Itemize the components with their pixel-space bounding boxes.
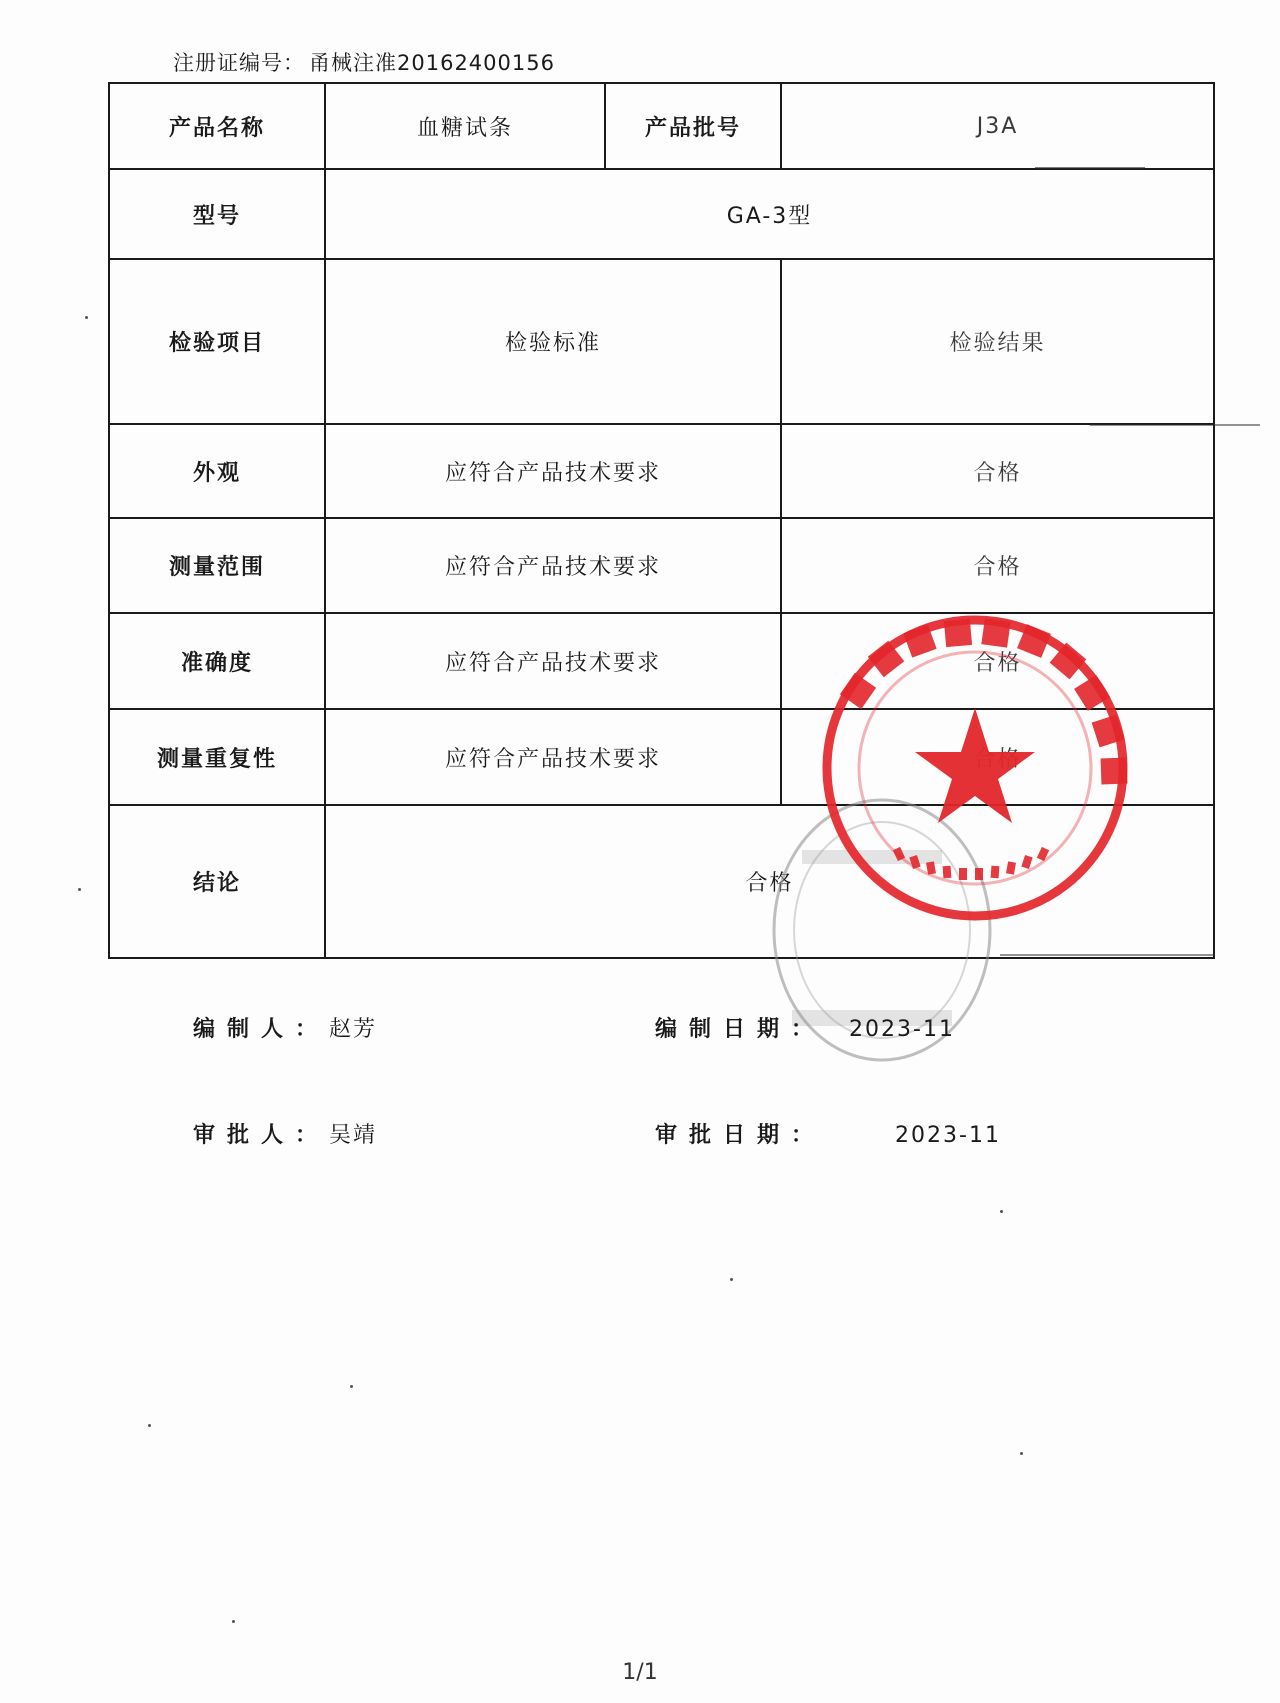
compiler-name: 赵芳 <box>329 1017 378 1042</box>
page-number: 1/1 <box>622 1660 658 1685</box>
item-name: 外观 <box>109 424 325 518</box>
model-row <box>109 169 1214 259</box>
scan-speck <box>148 1424 151 1427</box>
header-inspection-standard: 检验标准 <box>325 259 781 424</box>
item-standard: 应符合产品技术要求 <box>325 613 781 709</box>
product-name-label: 产品名称 <box>109 83 325 169</box>
compiler-label: 编制人： <box>193 1017 330 1042</box>
item-result: 合格 <box>781 518 1214 613</box>
item-standard: 应符合产品技术要求 <box>325 709 781 805</box>
scan-speck <box>232 1620 235 1623</box>
scan-speck <box>350 1385 353 1388</box>
registration-value: 甬械注准20162400156 <box>309 51 555 75</box>
header-inspection-item: 检验项目 <box>109 259 325 424</box>
scan-artifact-line <box>1000 954 1215 956</box>
product-name-row <box>109 83 1214 169</box>
table-row <box>109 518 1214 613</box>
approve-date-label: 审批日期： <box>655 1123 826 1148</box>
model-label: 型号 <box>109 169 325 259</box>
header-inspection-result: 检验结果 <box>781 259 1214 424</box>
item-result: 合格 <box>781 613 1214 709</box>
table-row <box>109 424 1214 518</box>
header-row <box>109 259 1214 424</box>
item-name: 测量范围 <box>109 518 325 613</box>
item-result: 合格 <box>781 424 1214 518</box>
item-standard: 应符合产品技术要求 <box>325 424 781 518</box>
conclusion-label: 结论 <box>109 805 325 958</box>
item-standard: 应符合产品技术要求 <box>325 518 781 613</box>
compile-date-label: 编制日期： <box>655 1017 826 1042</box>
scan-speck <box>85 316 88 319</box>
scan-speck <box>1000 1210 1003 1213</box>
registration-number-line <box>173 47 555 77</box>
scan-artifact-line <box>1035 167 1145 169</box>
scan-speck <box>730 1278 733 1281</box>
approver-name: 吴靖 <box>329 1123 378 1148</box>
product-name-value: 血糖试条 <box>325 83 605 169</box>
batch-number-label: 产品批号 <box>605 83 781 169</box>
scan-speck <box>1020 1452 1023 1455</box>
approver-line <box>193 1118 377 1149</box>
compile-date-value: 2023-11 <box>849 1017 955 1042</box>
approver-label: 审批人： <box>193 1123 330 1148</box>
model-value: GA-3型 <box>325 169 1214 259</box>
scan-artifact-line <box>1090 424 1260 426</box>
compiler-line <box>193 1012 377 1043</box>
scan-speck <box>78 888 81 891</box>
conclusion-value: 合格 <box>325 805 1214 958</box>
item-name: 测量重复性 <box>109 709 325 805</box>
item-name: 准确度 <box>109 613 325 709</box>
compile-date-line <box>655 1012 955 1043</box>
batch-number-value: J3A <box>781 83 1214 169</box>
registration-label: 注册证编号： <box>173 51 305 75</box>
approve-date-value: 2023-11 <box>895 1123 1001 1148</box>
company-seal <box>815 608 1135 928</box>
approve-date-line <box>655 1118 1001 1149</box>
